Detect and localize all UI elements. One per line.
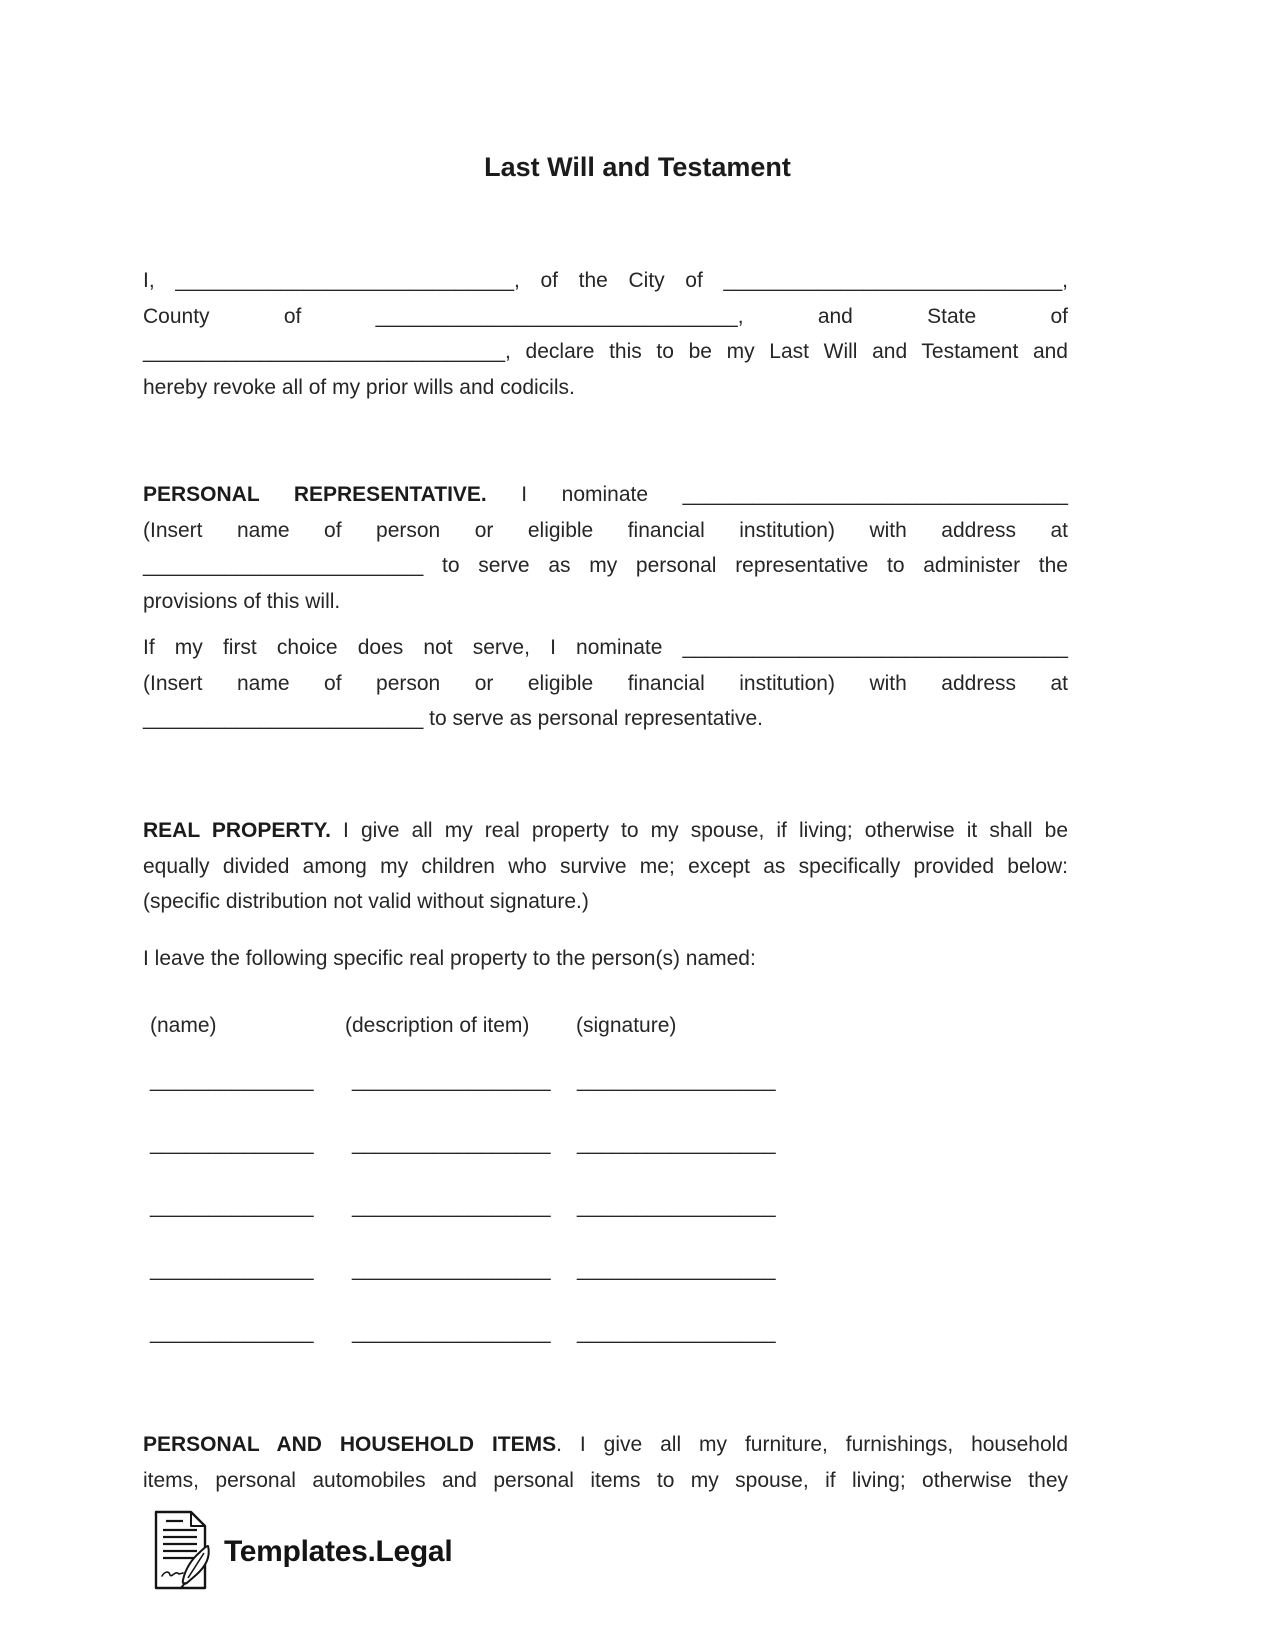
blank-description-cell: _________________	[352, 1069, 551, 1092]
brand-logo	[152, 1512, 452, 1592]
property-table-row	[143, 1126, 1068, 1162]
real-property-heading: REAL PROPERTY.	[143, 819, 331, 842]
paragraph-line: items, personal automobiles and personal items to my spouse, if living; otherwise they	[143, 1468, 1068, 1492]
blank-name-cell: ______________	[150, 1132, 314, 1155]
brand-name: Templates.Legal	[224, 1535, 453, 1568]
property-table-row	[143, 1189, 1068, 1225]
lead-in-paragraph	[143, 941, 1068, 977]
blank-name-cell: ______________	[150, 1195, 314, 1218]
property-table-header	[143, 1008, 1068, 1044]
paragraph-line: County of _______________________________, and State of	[143, 304, 1068, 328]
blank-description-cell: _________________	[352, 1258, 551, 1281]
blank-description-cell: _________________	[352, 1195, 551, 1218]
blank-signature-cell: _________________	[577, 1258, 776, 1281]
household-items-heading: PERSONAL AND HOUSEHOLD ITEMS	[143, 1433, 557, 1456]
blank-name-cell: ______________	[150, 1069, 314, 1092]
paragraph-line: hereby revoke all of my prior wills and codicils.	[143, 375, 575, 399]
household-items-paragraph	[143, 1427, 1068, 1498]
paragraph-line	[143, 813, 1068, 849]
alternate-representative-paragraph	[143, 630, 1068, 737]
paragraph-line	[143, 477, 1068, 513]
personal-representative-heading: PERSONAL REPRESENTATIVE.	[143, 483, 487, 506]
paragraph-line: ________________________ to serve as my personal representative to administer the	[143, 554, 1068, 577]
column-header-signature: (signature)	[576, 1014, 677, 1037]
intro-paragraph	[143, 263, 1068, 405]
paragraph-line: If my first choice does not serve, I nominate _________________________________	[143, 636, 1068, 659]
blank-signature-cell: _________________	[577, 1132, 776, 1155]
document-pen-icon	[152, 1509, 210, 1596]
property-table-row	[143, 1252, 1068, 1288]
column-header-description: (description of item)	[345, 1014, 530, 1037]
blank-name-cell: ______________	[150, 1321, 314, 1344]
paragraph-text: . I give all my furniture, furnishings, household	[556, 1433, 1068, 1456]
blank-signature-cell: _________________	[577, 1195, 776, 1218]
blank-description-cell: _________________	[352, 1132, 551, 1155]
paragraph-line: equally divided among my children who survive me; except as specifically provided below:	[143, 854, 1068, 878]
document-title: Last Will and Testament	[484, 152, 791, 182]
paragraph-line	[143, 1427, 1068, 1463]
real-property-paragraph	[143, 813, 1068, 920]
column-header-name: (name)	[150, 1014, 217, 1037]
blank-signature-cell: _________________	[577, 1069, 776, 1092]
paragraph-line: _______________________________, declare this to be my Last Will and Testament and	[143, 340, 1068, 363]
blank-description-cell: _________________	[352, 1321, 551, 1344]
property-table-row	[143, 1063, 1068, 1099]
paragraph-line: ________________________ to serve as personal representative.	[143, 707, 763, 730]
paragraph-line: provisions of this will.	[143, 589, 341, 613]
paragraph-text: I give all my real property to my spouse, if living; otherwise it shall be	[343, 819, 1068, 842]
property-table-row	[143, 1315, 1068, 1351]
lead-in-line: I leave the following specific real property to the person(s) named:	[143, 947, 756, 970]
personal-representative-paragraph	[143, 477, 1068, 619]
paragraph-line: I, _____________________________, of the City of _____________________________,	[143, 269, 1068, 292]
blank-signature-cell: _________________	[577, 1321, 776, 1344]
paragraph-text: I nominate _________________________________	[521, 483, 1068, 506]
paragraph-line: (Insert name of person or eligible financial institution) with address at	[143, 518, 1068, 542]
blank-name-cell: ______________	[150, 1258, 314, 1281]
paragraph-line: (specific distribution not valid without signature.)	[143, 890, 589, 913]
paragraph-line: (Insert name of person or eligible financial institution) with address at	[143, 671, 1068, 695]
